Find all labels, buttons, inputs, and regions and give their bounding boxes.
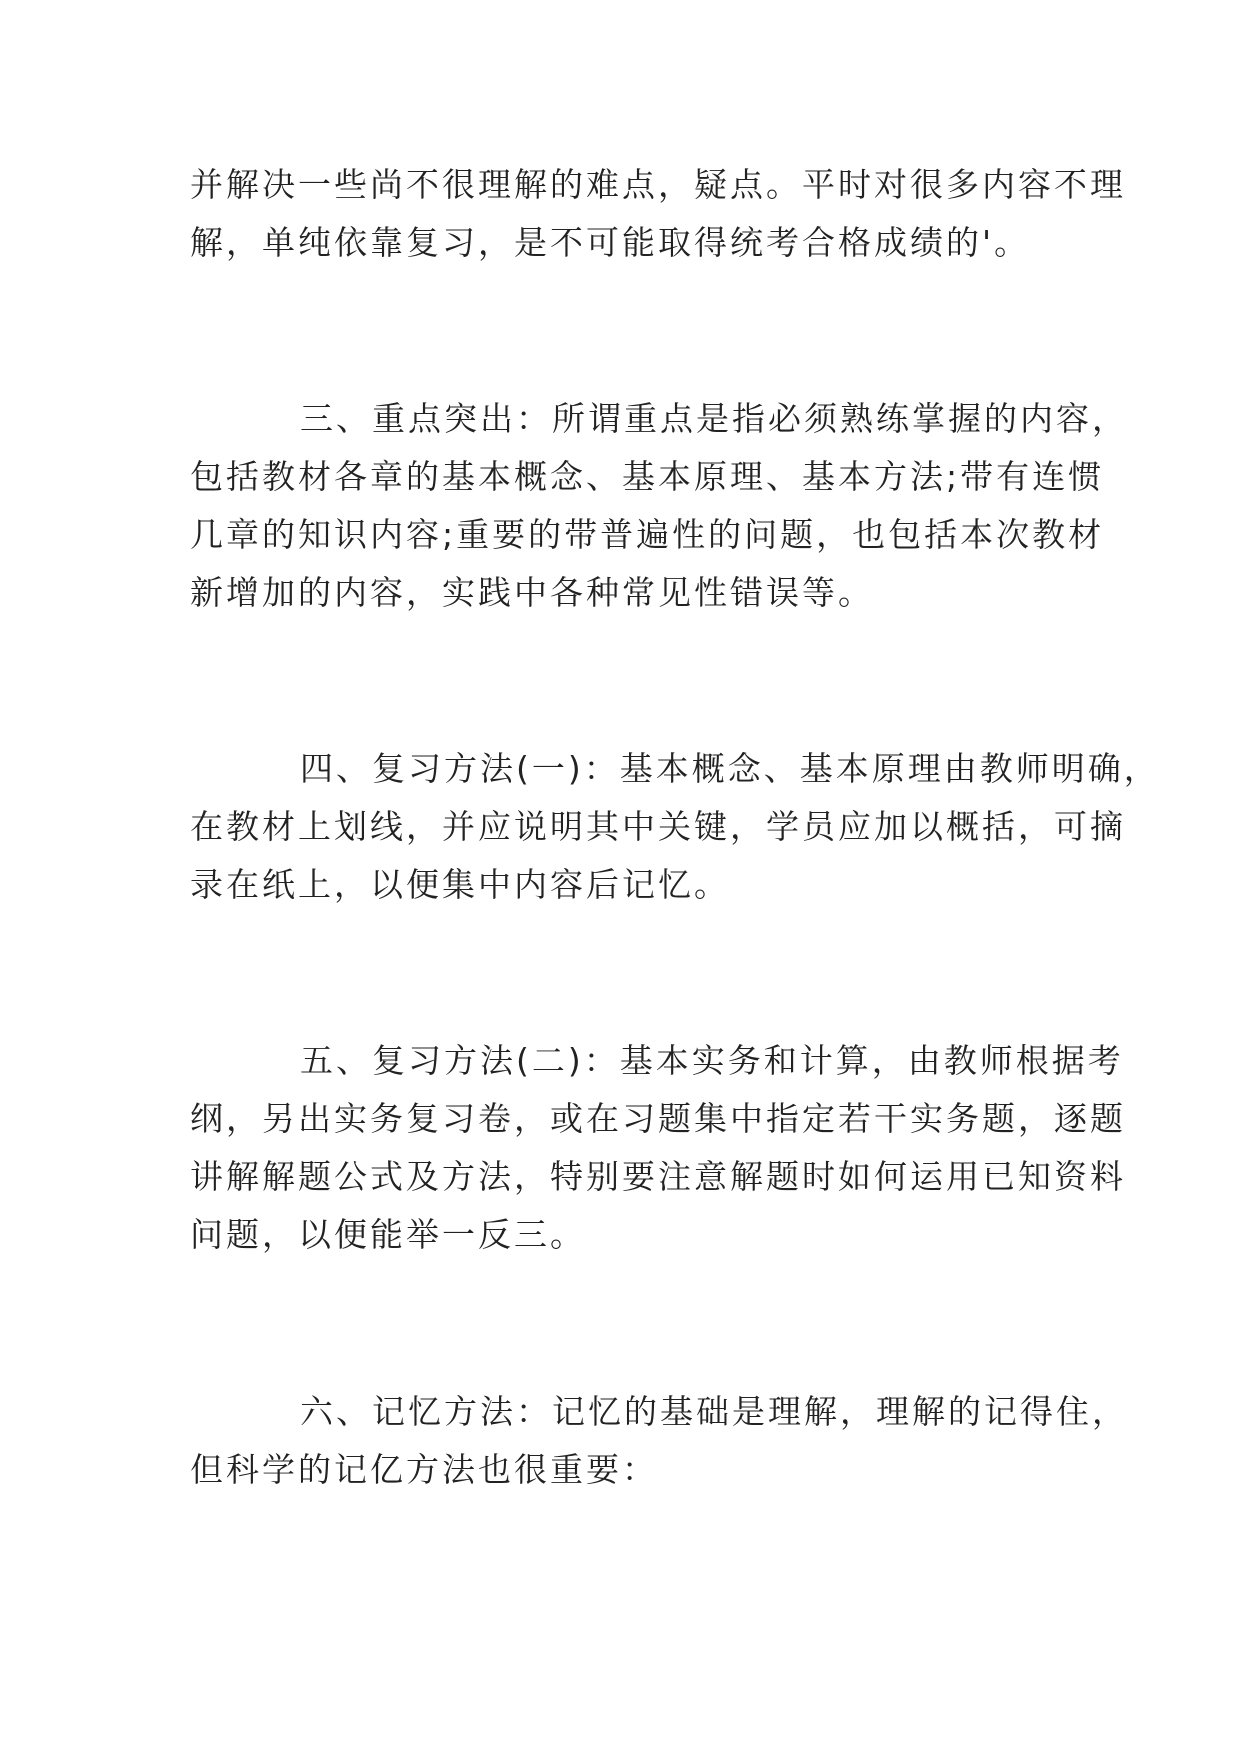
- text-line: 解，单纯依靠复习，是不可能取得统考合格成绩的'。: [190, 223, 1031, 262]
- paragraph-memory-method: [190, 1383, 1128, 1499]
- text-line: 讲解解题公式及方法，特别要注意解题时如何运用已知资料: [190, 1157, 1126, 1196]
- text-line: 四、复习方法(一)：基本概念、基本原理由教师明确，: [300, 749, 1160, 788]
- text-line: 五、复习方法(二)：基本实务和计算，由教师根据考: [300, 1041, 1124, 1080]
- text-line: 纲，另出实务复习卷，或在习题集中指定若干实务题，逐题: [190, 1099, 1126, 1138]
- text-line: 几章的知识内容;重要的带普遍性的问题，也包括本次教材: [190, 515, 1105, 554]
- text-line: 并解决一些尚不很理解的难点，疑点。平时对很多内容不理: [190, 165, 1126, 204]
- text-line: 三、重点突出：所谓重点是指必须熟练掌握的内容，: [300, 399, 1128, 438]
- paragraph-key-points: [190, 390, 1128, 622]
- text-line: 问题，以便能举一反三。: [190, 1215, 586, 1254]
- text-line: 六、记忆方法：记忆的基础是理解，理解的记得住，: [300, 1392, 1128, 1431]
- text-line: 录在纸上，以便集中内容后记忆。: [190, 865, 730, 904]
- text-line: 新增加的内容，实践中各种常见性错误等。: [190, 573, 874, 612]
- paragraph-review-method-1: [190, 740, 1160, 914]
- paragraph-continuation: [190, 156, 1126, 272]
- text-line: 包括教材各章的基本概念、基本原理、基本方法;带有连惯: [190, 457, 1105, 496]
- text-line: 但科学的记亿方法也很重要：: [190, 1450, 658, 1489]
- text-line: 在教材上划线，并应说明其中关键，学员应加以概括，可摘: [190, 807, 1126, 846]
- paragraph-review-method-2: [190, 1032, 1126, 1264]
